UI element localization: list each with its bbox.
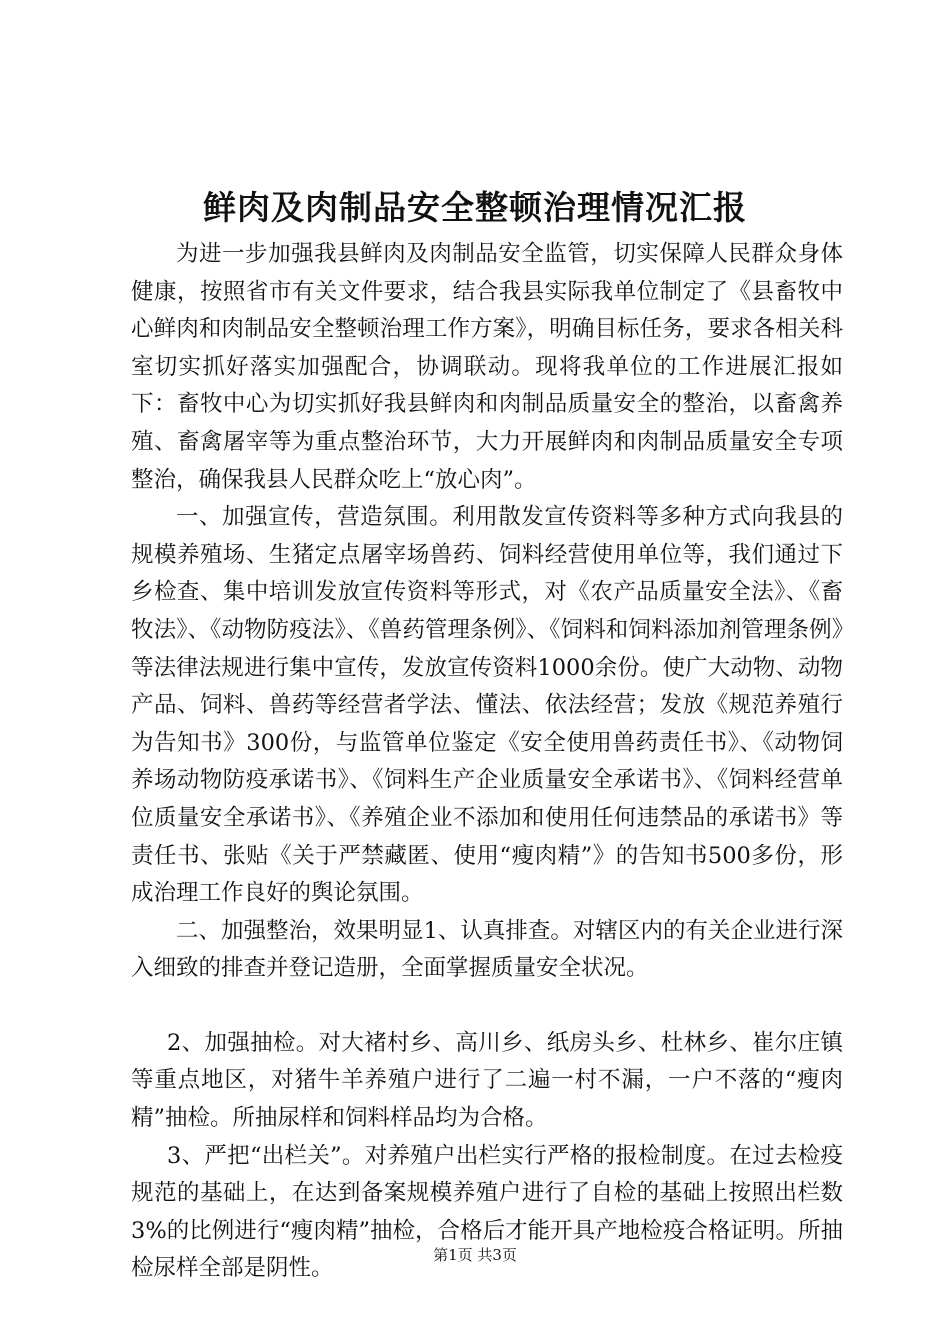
paragraph-sampling: 2、加强抽检。对大褚村乡、高川乡、纸房头乡、杜林乡、崔尔庄镇等重点地区，对猪牛羊养殖户进行了二遍一村不漏，一户不落的“瘦肉精”抽检。所抽尿样和饲料样品均为合格。 (131, 1029, 843, 1132)
document-body (131, 236, 843, 1288)
paragraph-rectification: 二、加强整治，效果明显1、认真排查。对辖区内的有关企业进行深入细致的排查并登记造册，全面掌握质量安全状况。 (131, 917, 843, 982)
paragraph-slaughter-check: 3、严把“出栏关”。对养殖户出栏实行严格的报检制度。在过去检疫规范的基础上，在达到备案规模养殖户进行了自检的基础上按照出栏数3%的比例进行“瘦肉精”抽检，合格后才能开具产地检疫合格证明。所抽检尿样全部是阴性。 (131, 1142, 843, 1282)
paragraph-publicity: 一、加强宣传，营造氛围。利用散发宣传资料等多种方式向我县的规模养殖场、生猪定点屠宰场兽药、饲料经营使用单位等，我们通过下乡检查、集中培训发放宣传资料等形式，对《农产品质量安全法》、《畜牧法》、《动物防疫法》、《兽药管理条例》、《饲料和饲料添加剂管理条例》等法律法规进行集中宣传，发放宣传资料1000余份。使广大动物、动物产品、饲料、兽药等经营者学法、懂法、依法经营；发放《规范养殖行为告知书》300份，与监管单位鉴定《安全使用兽药责任书》、《动物饲养场动物防疫承诺书》、《饲料生产企业质量安全承诺书》、《饲料经营单位质量安全承诺书》、《养殖企业不添加和使用任何违禁品的承诺书》等责任书、张贴《关于严禁藏匿、使用“瘦肉精”》的告知书500多份，形成治理工作良好的舆论氛围。 (131, 504, 843, 907)
paragraph-gap (131, 988, 843, 1025)
page-number-footer: 第1页 共3页 (433, 1246, 517, 1264)
paragraph-intro: 为进一步加强我县鲜肉及肉制品安全监管，切实保障人民群众身体健康，按照省市有关文件要求，结合我县实际我单位制定了《县畜牧中心鲜肉和肉制品安全整顿治理工作方案》，明确目标任务，要求各相关科室切实抓好落实加强配合，协调联动。现将我单位的工作进展汇报如下：畜牧中心为切实抓好我县鲜肉和肉制品质量安全的整治，以畜禽养殖、畜禽屠宰等为重点整治环节，大力开展鲜肉和肉制品质量安全专项整治，确保我县人民群众吃上“放心肉”。 (131, 241, 843, 493)
document-title: 鲜肉及肉制品安全整顿治理情况汇报 (203, 188, 747, 227)
